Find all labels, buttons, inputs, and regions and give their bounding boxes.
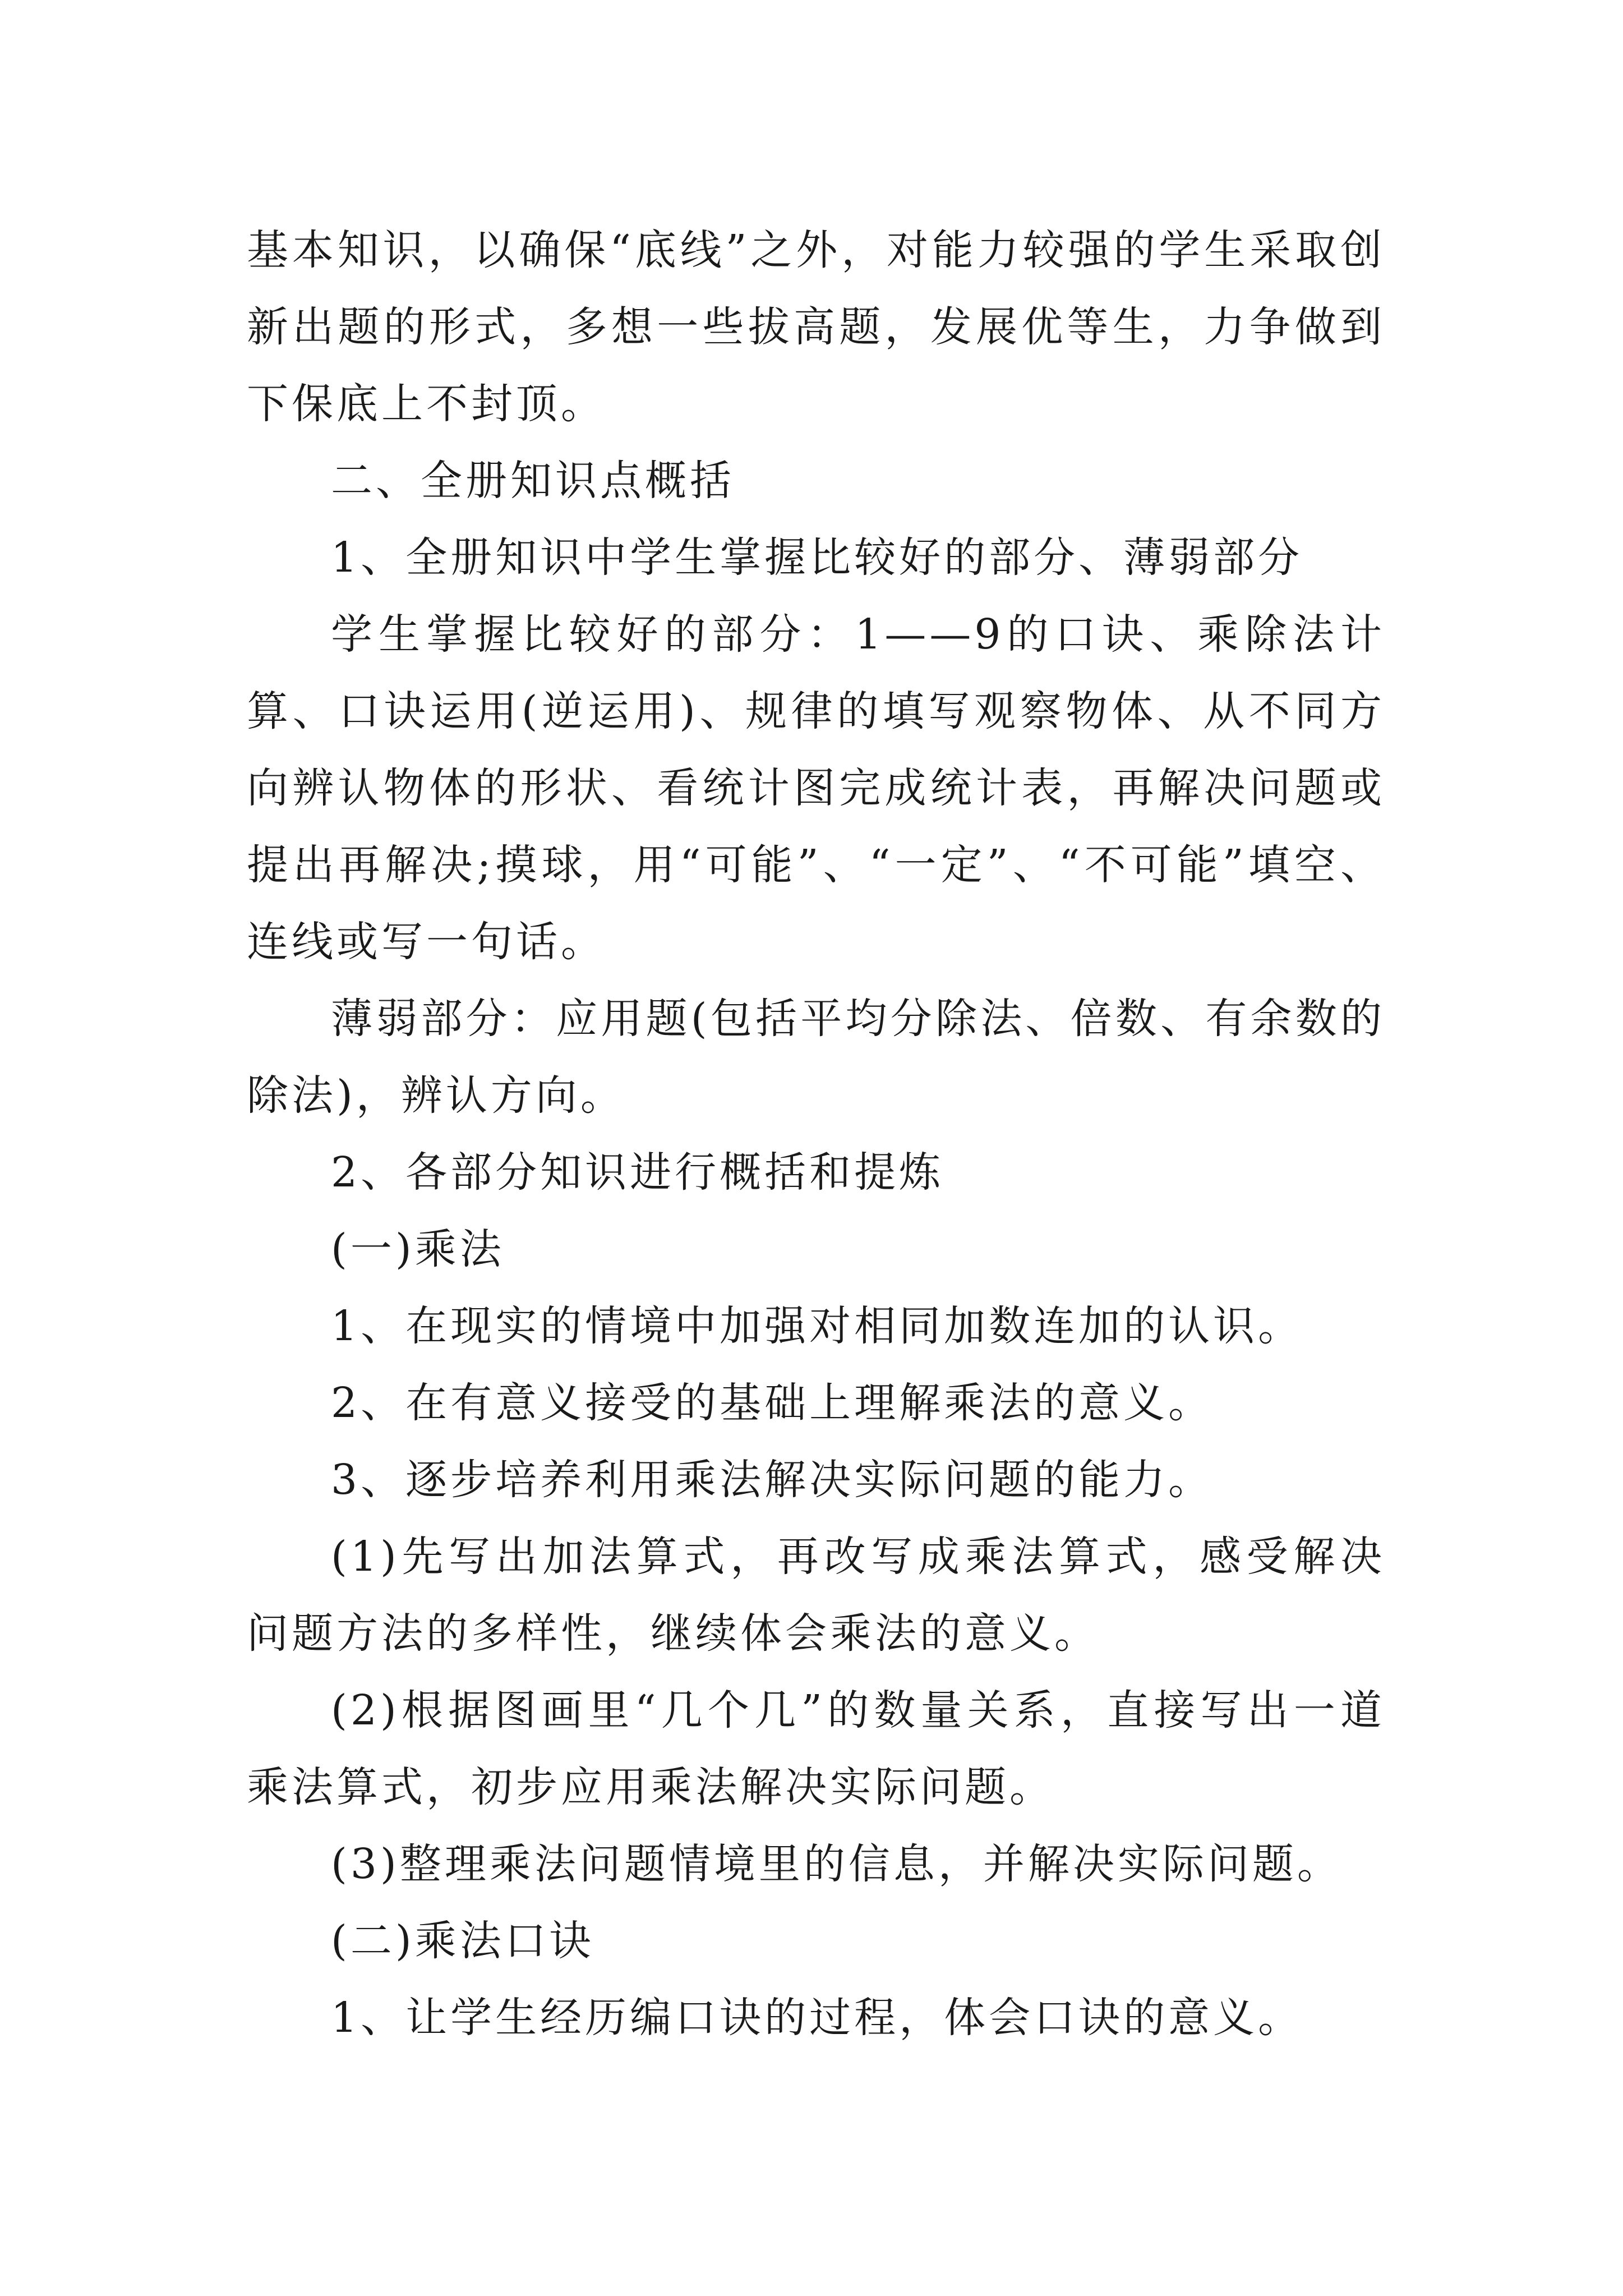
- paragraph-strong-parts: 学生掌握比较好的部分：1——9的口诀、乘除法计算、口诀运用(逆运用)、规律的填写观察物体、从不同方向辨认物体的形状、看统计图完成统计表，再解决问题或提出再解决;摸球，用“可能”、“一定”、“不可能”填空、连线或写一句话。: [247, 610, 1385, 966]
- sub-item-2: (2)根据图画里“几个几”的数量关系，直接写出一道乘法算式，初步应用乘法解决实际问题。: [247, 1686, 1385, 1811]
- document-body: [247, 212, 1385, 2056]
- sub-item-1: (1)先写出加法算式，再改写成乘法算式，感受解决问题方法的多样性，继续体会乘法的意义。: [247, 1533, 1385, 1658]
- sub-item-3: (3)整理乘法问题情境里的信息，并解决实际问题。: [331, 1840, 1342, 1888]
- paragraph-intro-continuation: 基本知识，以确保“底线”之外，对能力较强的学生采取创新出题的形式，多想一些拔高题，发展优等生，力争做到下保底上不封顶。: [247, 226, 1385, 428]
- list-item-table-1: 1、让学生经历编口诀的过程，体会口诀的意义。: [331, 1994, 1303, 2042]
- subheading-strong-weak-parts: 1、全册知识中学生掌握比较好的部分、薄弱部分: [331, 533, 1303, 582]
- list-item-1: 1、在现实的情境中加强对相同加数连加的认识。: [331, 1302, 1303, 1350]
- section-heading-overview: 二、全册知识点概括: [331, 457, 735, 505]
- list-item-3: 3、逐步培养利用乘法解决实际问题的能力。: [331, 1456, 1214, 1504]
- subheading-multiplication: (一)乘法: [331, 1225, 505, 1273]
- subheading-multiplication-table: (二)乘法口诀: [331, 1917, 594, 1965]
- subheading-summary: 2、各部分知识进行概括和提炼: [331, 1148, 944, 1197]
- paragraph-weak-parts: 薄弱部分：应用题(包括平均分除法、倍数、有余数的除法)，辨认方向。: [247, 995, 1385, 1120]
- list-item-2: 2、在有意义接受的基础上理解乘法的意义。: [331, 1379, 1214, 1427]
